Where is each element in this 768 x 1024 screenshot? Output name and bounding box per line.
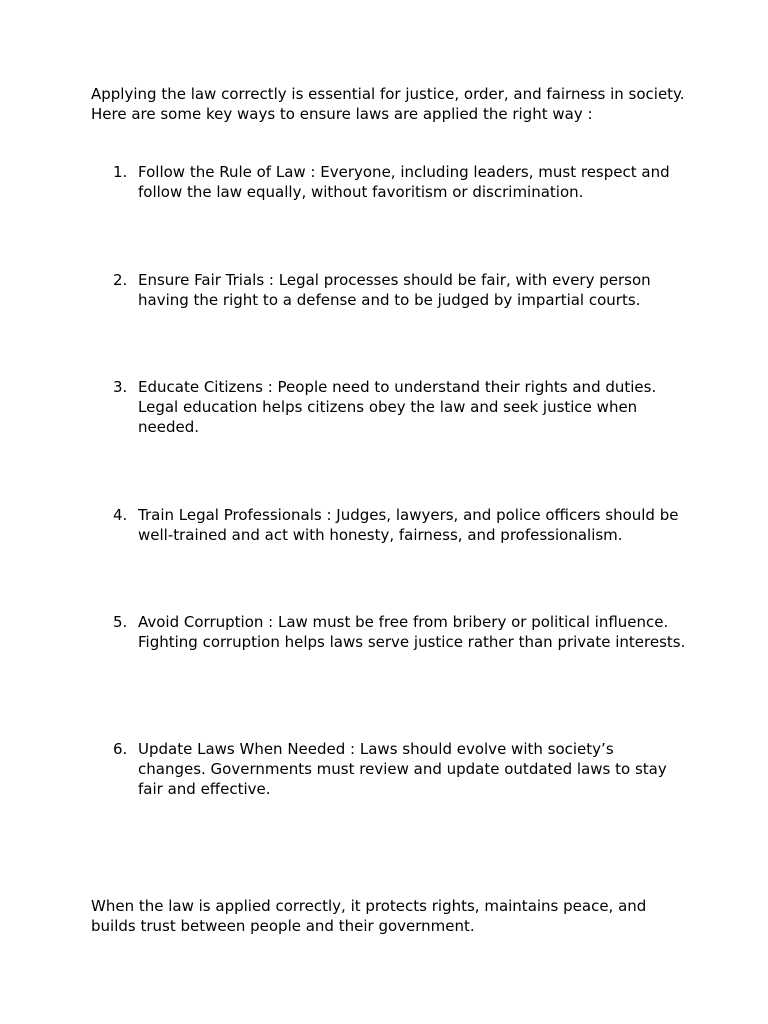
list-item-text: Ensure Fair Trials : Legal processes should be fair, with every person having the right to a defense and to be judged by impartial courts.	[138, 271, 651, 309]
list-item-text: Follow the Rule of Law : Everyone, including leaders, must respect and follow the law equally, without favoritism or discrimination.	[138, 163, 670, 201]
list-item-number: 4.	[113, 506, 128, 524]
list-item-number: 5.	[113, 613, 128, 631]
list-item-number: 2.	[113, 271, 128, 289]
list-item-text: Train Legal Professionals : Judges, lawyers, and police officers should be well-trained and act with honesty, fairness, and professionalism.	[138, 506, 679, 544]
conclusion-paragraph: When the law is applied correctly, it protects rights, maintains peace, and builds trust between people and their government.	[91, 897, 647, 935]
list-item-number: 3.	[113, 378, 128, 396]
list-item-text: Educate Citizens : People need to understand their rights and duties. Legal education helps citizens obey the law and seek justice when needed.	[138, 378, 657, 436]
list-item-number: 1.	[113, 163, 128, 181]
list-item-number: 6.	[113, 740, 128, 758]
intro-paragraph: Applying the law correctly is essential for justice, order, and fairness in society. Here are some key ways to ensure laws are applied the right way :	[91, 85, 685, 123]
list-item-text: Update Laws When Needed : Laws should evolve with society’s changes. Governments must review and update outdated laws to stay fair and effective.	[138, 740, 667, 798]
list-item-text: Avoid Corruption : Law must be free from bribery or political influence. Fighting corruption helps laws serve justice rather than private interests.	[138, 613, 686, 651]
